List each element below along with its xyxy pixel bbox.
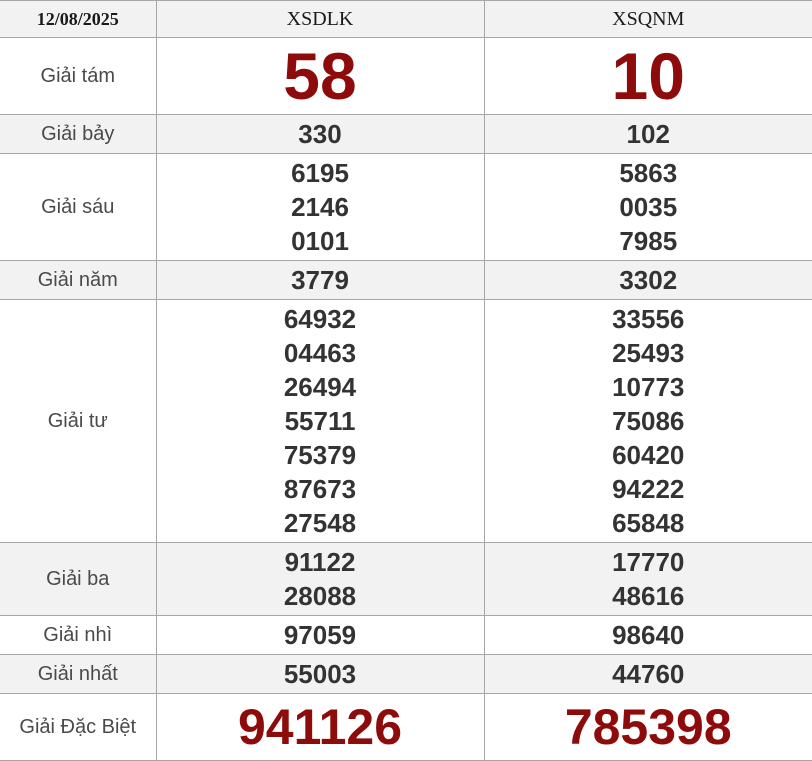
result-cell-xsdlk (156, 154, 484, 261)
result-cell-xsqnm (484, 694, 812, 761)
result-number: 102 (485, 117, 812, 151)
result-cell-xsdlk (156, 261, 484, 300)
result-number: 10 (485, 40, 812, 112)
prize-label: Giải ba (0, 543, 156, 616)
prize-row (0, 694, 812, 761)
result-number: 785398 (485, 696, 812, 758)
result-number: 33556 (485, 302, 812, 336)
result-cell-xsqnm (484, 300, 812, 543)
result-number: 58 (157, 40, 484, 112)
result-number: 3779 (157, 263, 484, 297)
result-number: 0035 (485, 190, 812, 224)
result-number: 87673 (157, 472, 484, 506)
result-number: 04463 (157, 336, 484, 370)
result-cell-xsqnm (484, 115, 812, 154)
prize-label: Giải bảy (0, 115, 156, 154)
result-number: 17770 (485, 545, 812, 579)
result-cell-xsqnm (484, 261, 812, 300)
result-number: 6195 (157, 156, 484, 190)
result-cell-xsqnm (484, 543, 812, 616)
result-cell-xsqnm (484, 655, 812, 694)
result-number: 75086 (485, 404, 812, 438)
result-number: 26494 (157, 370, 484, 404)
result-cell-xsdlk (156, 694, 484, 761)
result-number: 48616 (485, 579, 812, 613)
result-number: 97059 (157, 618, 484, 652)
result-number: 75379 (157, 438, 484, 472)
result-number: 98640 (485, 618, 812, 652)
result-number: 94222 (485, 472, 812, 506)
prize-label: Giải nhất (0, 655, 156, 694)
result-number: 28088 (157, 579, 484, 613)
result-cell-xsdlk (156, 115, 484, 154)
result-number: 10773 (485, 370, 812, 404)
prize-label: Giải tư (0, 300, 156, 543)
prize-row (0, 543, 812, 616)
prize-row (0, 616, 812, 655)
column-header-xsqnm: XSQNM (484, 1, 812, 38)
result-cell-xsqnm (484, 154, 812, 261)
result-number: 44760 (485, 657, 812, 691)
result-number: 941126 (157, 696, 484, 758)
result-number: 2146 (157, 190, 484, 224)
prize-row (0, 300, 812, 543)
prize-row (0, 261, 812, 300)
result-number: 330 (157, 117, 484, 151)
prize-row (0, 115, 812, 154)
result-cell-xsdlk (156, 300, 484, 543)
result-number: 5863 (485, 156, 812, 190)
result-number: 91122 (157, 545, 484, 579)
prize-label: Giải tám (0, 38, 156, 115)
result-cell-xsqnm (484, 616, 812, 655)
prize-label: Giải nhì (0, 616, 156, 655)
result-cell-xsdlk (156, 38, 484, 115)
column-header-xsdlk: XSDLK (156, 1, 484, 38)
result-cell-xsqnm (484, 38, 812, 115)
prize-row (0, 154, 812, 261)
result-cell-xsdlk (156, 543, 484, 616)
result-number: 64932 (157, 302, 484, 336)
result-number: 60420 (485, 438, 812, 472)
result-number: 65848 (485, 506, 812, 540)
result-cell-xsdlk (156, 655, 484, 694)
result-number: 3302 (485, 263, 812, 297)
result-number: 7985 (485, 224, 812, 258)
prize-label: Giải sáu (0, 154, 156, 261)
result-number: 55003 (157, 657, 484, 691)
prize-rows-body (0, 38, 812, 761)
draw-date: 12/08/2025 (0, 1, 156, 38)
prize-label: Giải Đặc Biệt (0, 694, 156, 761)
result-number: 0101 (157, 224, 484, 258)
result-number: 25493 (485, 336, 812, 370)
result-number: 55711 (157, 404, 484, 438)
prize-label: Giải năm (0, 261, 156, 300)
table-header-row (0, 1, 812, 38)
result-cell-xsdlk (156, 616, 484, 655)
result-number: 27548 (157, 506, 484, 540)
prize-row (0, 38, 812, 115)
prize-row (0, 655, 812, 694)
